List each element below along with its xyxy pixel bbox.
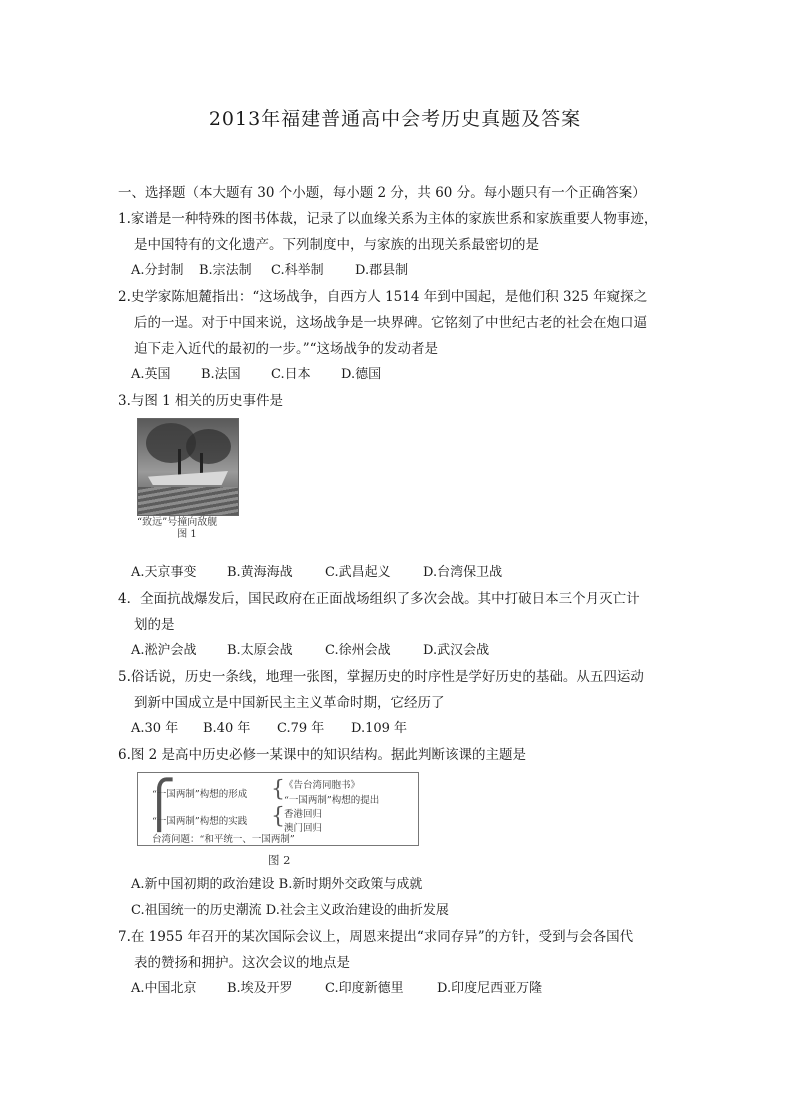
question-3-line-1: 3.与图 1 相关的历史事件是 — [118, 393, 284, 409]
option-b: B.法国 — [201, 367, 241, 382]
fig2-row2-left: “一国两制”构想的实践 — [152, 816, 248, 827]
question-1-options — [131, 261, 408, 281]
option-b: B.太原会战 — [227, 643, 293, 658]
question-6-options-row-2: C.祖国统一的历史潮流 D.社会主义政治建设的曲折发展 — [131, 903, 449, 918]
question-1-line-1: 1.家谱是一种特殊的图书体裁，记录了以血缘关系为主体的家族世系和家族重要人物事迹， — [118, 211, 658, 227]
option-d: D.武汉会战 — [423, 643, 490, 658]
option-a: A.天京事变 — [131, 565, 197, 580]
question-7-options — [131, 979, 542, 999]
option-c: C.印度新德里 — [325, 981, 404, 996]
option-b: B.40 年 — [203, 721, 251, 736]
question-5-options — [131, 719, 407, 739]
option-c: C.科举制 — [271, 263, 324, 278]
option-b: B.埃及开罗 — [227, 981, 293, 996]
figure-1-caption: “致远”号撞向敌舰 — [137, 517, 218, 528]
option-a: A.英国 — [131, 367, 171, 382]
figure-1-label: 图 1 — [177, 529, 197, 540]
fig2-row1-left: “一国两制”构想的形成 — [152, 789, 248, 800]
option-b: B.黄海海战 — [227, 565, 293, 580]
question-4-options — [131, 641, 489, 661]
question-2-options — [131, 365, 381, 385]
option-d: D.德国 — [341, 367, 382, 382]
option-d: D.109 年 — [351, 721, 408, 736]
option-d: D.印度尼西亚万隆 — [437, 981, 543, 996]
option-b: B.宗法制 — [199, 263, 252, 278]
question-5-line-2: 到新中国成立是中国新民主主义革命时期，它经历了 — [134, 695, 445, 711]
option-a: A.淞沪会战 — [131, 643, 197, 658]
option-a: A.30 年 — [131, 721, 179, 736]
section-heading: 一、选择题（本大题有 30 个小题，每小题 2 分，共 60 分。每小题只有一个正确答案） — [118, 185, 646, 201]
option-c: C.武昌起义 — [325, 565, 391, 580]
page-title: 2013年福建普通高中会考历史真题及答案 — [208, 108, 582, 130]
fig2-row2-a: 香港回归 — [284, 809, 323, 820]
question-2-line-1: 2.史学家陈旭麓指出：“这场战争，自西方人 1514 年到中国起，是他们积 325 年窥探之 — [118, 289, 648, 305]
fig2-row1-b: “一国两制”构想的提出 — [284, 795, 380, 806]
question-2-line-3: 迫下走入近代的最初的一步。”“这场战争的发动者是 — [134, 341, 439, 357]
question-2-line-2: 后的一逞。对于中国来说，这场战争是一块界碑。它铭刻了中世纪古老的社会在炮口逼 — [134, 315, 647, 331]
fig2-row1-a: 《告台湾同胞书》 — [284, 780, 361, 791]
question-7-line-1: 7.在 1955 年召开的某次国际会议上，周恩来提出“求同存异”的方针，受到与会各国代 — [118, 929, 634, 945]
question-6-options-row-1: A.新中国初期的政治建设 B.新时期外交政策与成就 — [131, 877, 423, 892]
question-1-line-2: 是中国特有的文化遗产。下列制度中，与家族的出现关系最密切的是 — [134, 237, 539, 253]
question-6-line-1: 6.图 2 是高中历史必修一某课中的知识结构。据此判断该课的主题是 — [118, 747, 527, 763]
option-c: C.79 年 — [277, 721, 325, 736]
battleship-photo — [137, 418, 239, 516]
figure-2-label: 图 2 — [268, 853, 291, 867]
option-c: C.徐州会战 — [325, 643, 391, 658]
option-a: A.分封制 — [131, 263, 184, 278]
question-3-options — [131, 563, 502, 583]
option-d: D.台湾保卫战 — [423, 565, 503, 580]
question-5-line-1: 5.俗话说，历史一条线，地理一张图，掌握历史的时序性是学好历史的基础。从五四运动 — [118, 669, 644, 685]
option-d: D.郡县制 — [355, 263, 409, 278]
figure-1 — [137, 418, 237, 540]
figure-2-knowledge-structure: ⎧ “一国两制”构想的形成 { 《告台湾同胞书》 “一国两制”构想的提出 “一国两制”构想的实践 { 香港回归 澳门回归 台湾问题：“和平统一、一国两制” — [137, 772, 419, 846]
option-c: C.日本 — [271, 367, 311, 382]
question-4-line-2: 划的是 — [134, 617, 175, 633]
question-7-line-2: 表的赞扬和拥护。这次会议的地点是 — [134, 955, 350, 971]
fig2-row2-b: 澳门回归 — [284, 823, 323, 834]
fig2-row3: 台湾问题：“和平统一、一国两制” — [152, 834, 295, 845]
option-a: A.中国北京 — [131, 981, 197, 996]
question-4-line-1: 4．全面抗战爆发后，国民政府在正面战场组织了多次会战。其中打破日本三个月灭亡计 — [118, 591, 640, 607]
